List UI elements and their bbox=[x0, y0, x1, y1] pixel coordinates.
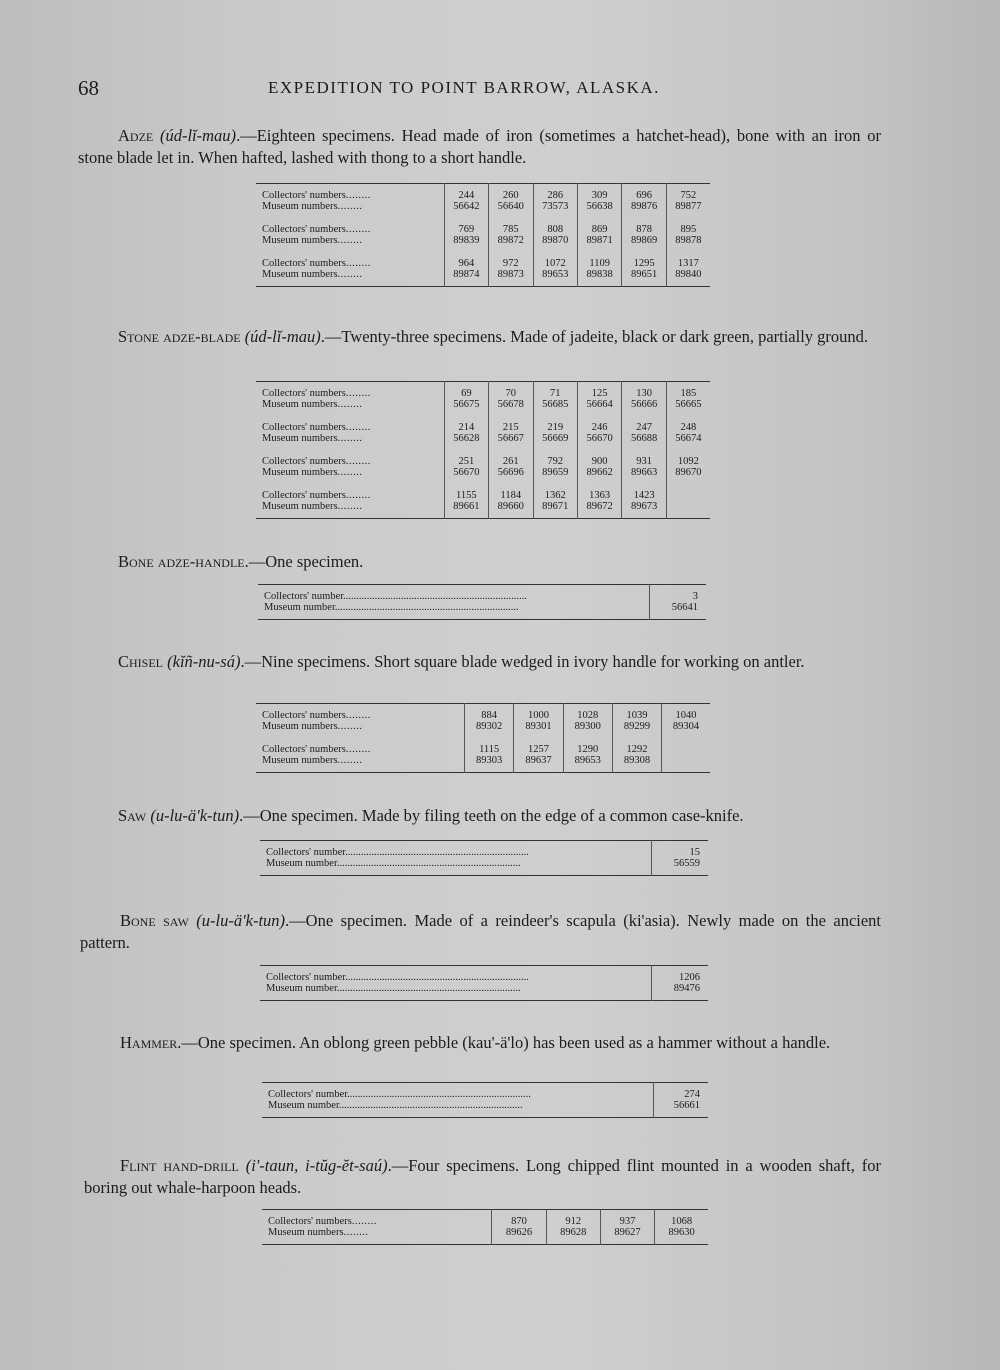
collectors-number-cell: 247 bbox=[622, 416, 666, 433]
entry-bone-adze-handle bbox=[78, 551, 881, 573]
row-label: Collectors' number bbox=[266, 972, 346, 983]
collectors-number-cell: 964 bbox=[444, 252, 488, 269]
entry-chisel bbox=[78, 651, 881, 673]
entry-name: Hammer bbox=[120, 1033, 178, 1052]
table-row bbox=[256, 484, 710, 501]
collectors-number-cell: 1155 bbox=[444, 484, 488, 501]
museum-number-label bbox=[258, 602, 650, 620]
entry-term: (úd-lĭ-mau) bbox=[159, 126, 237, 145]
museum-number-cell: 56559 bbox=[652, 858, 709, 876]
museum-number-cell: 56674 bbox=[666, 433, 710, 450]
museum-number-label bbox=[260, 858, 652, 876]
museum-numbers-label bbox=[256, 467, 444, 484]
museum-numbers-label bbox=[256, 235, 444, 252]
table-row bbox=[256, 721, 710, 738]
leader-dots: ...................................................................... bbox=[334, 602, 519, 613]
leader-dots: ........ bbox=[337, 467, 363, 478]
entry-flint-hand-drill bbox=[84, 1155, 881, 1199]
museum-numbers-label bbox=[256, 721, 465, 738]
collectors-number-cell: 248 bbox=[666, 416, 710, 433]
row-label: Collectors' numbers bbox=[262, 224, 346, 235]
collectors-number-cell: 752 bbox=[666, 184, 710, 202]
museum-number-cell: 89673 bbox=[622, 501, 666, 519]
collectors-number-cell: 260 bbox=[489, 184, 533, 202]
museum-number-cell: 56696 bbox=[489, 467, 533, 484]
museum-number-cell: 56675 bbox=[444, 399, 488, 416]
museum-number-cell: 89628 bbox=[546, 1227, 600, 1245]
collectors-number-cell: 1292 bbox=[612, 738, 661, 755]
table-row bbox=[260, 983, 708, 1001]
row-label: Collectors' numbers bbox=[268, 1216, 352, 1227]
museum-number-cell: 89301 bbox=[514, 721, 563, 738]
collectors-number-label bbox=[260, 841, 652, 859]
entry-hammer bbox=[84, 1032, 881, 1054]
leader-dots: ...................................................................... bbox=[345, 972, 529, 983]
collectors-number-cell: 125 bbox=[577, 382, 621, 400]
entry-name: Chisel bbox=[118, 652, 164, 671]
table-row bbox=[256, 738, 710, 755]
entry-text: .—Twenty-three specimens. Made of jadeite, black or dark green, partially ground. bbox=[320, 327, 869, 346]
museum-number-cell: 89878 bbox=[666, 235, 710, 252]
specimen-table-adze bbox=[256, 183, 710, 287]
leader-dots: ........ bbox=[345, 388, 371, 399]
museum-number-cell: 89869 bbox=[622, 235, 666, 252]
collectors-number-cell: 1109 bbox=[577, 252, 621, 269]
collectors-numbers-label bbox=[256, 416, 444, 433]
leader-dots: ........ bbox=[345, 224, 371, 235]
table-row bbox=[256, 755, 710, 773]
entry-term: (kĭñ-nu-sá) bbox=[167, 652, 241, 671]
museum-number-cell: 89671 bbox=[533, 501, 577, 519]
specimen-table-stone-adze-blade bbox=[256, 381, 710, 519]
row-label: Museum number bbox=[264, 602, 335, 613]
museum-number-cell: 89872 bbox=[489, 235, 533, 252]
museum-number-cell: 56688 bbox=[622, 433, 666, 450]
collectors-number-cell: 309 bbox=[577, 184, 621, 202]
museum-number-cell: 89871 bbox=[577, 235, 621, 252]
table-row bbox=[256, 382, 710, 400]
row-label: Collectors' number bbox=[268, 1089, 348, 1100]
leader-dots: ...................................................................... bbox=[338, 1100, 523, 1111]
collectors-number-cell: 130 bbox=[622, 382, 666, 400]
leader-dots: ........ bbox=[337, 721, 363, 732]
leader-dots: ........ bbox=[345, 456, 371, 467]
museum-number-label bbox=[262, 1100, 654, 1118]
entry-name: Stone adze-blade bbox=[118, 327, 241, 346]
collectors-numbers-label bbox=[256, 184, 444, 202]
table-row bbox=[256, 201, 710, 218]
collectors-number-cell: 1206 bbox=[652, 966, 709, 984]
specimen-table-bone-adze-handle bbox=[258, 584, 706, 620]
collectors-number-cell: 1072 bbox=[533, 252, 577, 269]
leader-dots: ...................................................................... bbox=[336, 983, 521, 994]
museum-number-cell bbox=[662, 755, 710, 773]
museum-number-cell: 89672 bbox=[577, 501, 621, 519]
collectors-number-cell: 246 bbox=[577, 416, 621, 433]
museum-number-cell: 89627 bbox=[600, 1227, 654, 1245]
collectors-number-cell: 185 bbox=[666, 382, 710, 400]
museum-number-cell: 89877 bbox=[666, 201, 710, 218]
museum-number-cell: 89839 bbox=[444, 235, 488, 252]
collectors-numbers-label bbox=[256, 484, 444, 501]
running-head: EXPEDITION TO POINT BARROW, ALASKA. bbox=[268, 78, 660, 97]
table-row bbox=[256, 218, 710, 235]
entry-term: (i'-taun, i-tŭg-ĕt-saú) bbox=[245, 1156, 388, 1175]
entry-text: .—One specimen. Made of a reindeer's scapula (ki'asia). Newly made on the ancient pattern. bbox=[80, 911, 882, 952]
collectors-number-cell bbox=[662, 738, 710, 755]
leader-dots: ...................................................................... bbox=[347, 1089, 531, 1100]
leader-dots: ........ bbox=[337, 501, 363, 512]
specimen-table-saw bbox=[260, 840, 708, 876]
entry-term: (úd-lĭ-mau) bbox=[244, 327, 321, 346]
row-label: Collectors' numbers bbox=[262, 456, 346, 467]
leader-dots: ........ bbox=[337, 399, 363, 410]
leader-dots: ........ bbox=[345, 490, 371, 501]
collectors-number-cell: 937 bbox=[600, 1210, 654, 1228]
row-label: Museum number bbox=[266, 983, 337, 994]
collectors-numbers-label bbox=[256, 704, 465, 722]
table-row bbox=[260, 966, 708, 984]
specimen-table-bone-saw bbox=[260, 965, 708, 1001]
row-label: Museum numbers bbox=[262, 721, 338, 732]
row-label: Collectors' numbers bbox=[262, 388, 346, 399]
museum-numbers-label bbox=[256, 755, 465, 773]
collectors-number-cell: 1000 bbox=[514, 704, 563, 722]
museum-number-cell: 56628 bbox=[444, 433, 488, 450]
museum-number-cell: 89876 bbox=[622, 201, 666, 218]
museum-number-cell: 89303 bbox=[465, 755, 514, 773]
leader-dots: ........ bbox=[345, 710, 371, 721]
museum-number-cell: 56641 bbox=[650, 602, 707, 620]
museum-number-cell: 56667 bbox=[489, 433, 533, 450]
collectors-number-cell: 878 bbox=[622, 218, 666, 235]
museum-number-cell: 89476 bbox=[652, 983, 709, 1001]
table-row bbox=[256, 269, 710, 287]
collectors-number-label bbox=[258, 585, 650, 603]
collectors-number-cell: 70 bbox=[489, 382, 533, 400]
leader-dots: ........ bbox=[345, 258, 371, 269]
collectors-number-cell: 870 bbox=[492, 1210, 546, 1228]
table-row bbox=[256, 704, 710, 722]
museum-number-cell: 89661 bbox=[444, 501, 488, 519]
collectors-number-cell: 244 bbox=[444, 184, 488, 202]
row-label: Museum number bbox=[266, 858, 337, 869]
collectors-numbers-label bbox=[256, 738, 465, 755]
entry-text: .—One specimen. Made by filing teeth on the edge of a common case-knife. bbox=[239, 806, 744, 825]
museum-number-cell: 56642 bbox=[444, 201, 488, 218]
collectors-numbers-label bbox=[256, 252, 444, 269]
museum-number-cell: 56665 bbox=[666, 399, 710, 416]
collectors-number-cell: 215 bbox=[489, 416, 533, 433]
table-row bbox=[256, 184, 710, 202]
table-row bbox=[256, 433, 710, 450]
collectors-number-cell: 696 bbox=[622, 184, 666, 202]
museum-number-cell: 89653 bbox=[533, 269, 577, 287]
collectors-number-cell: 251 bbox=[444, 450, 488, 467]
specimen-table-chisel bbox=[256, 703, 710, 773]
collectors-number-cell: 895 bbox=[666, 218, 710, 235]
leader-dots: ........ bbox=[343, 1227, 369, 1238]
entry-term: (u-lu-ä'k-tun) bbox=[196, 911, 286, 930]
museum-number-cell: 89653 bbox=[563, 755, 612, 773]
collectors-number-cell: 1423 bbox=[622, 484, 666, 501]
collectors-number-cell: 274 bbox=[654, 1083, 709, 1101]
collectors-numbers-label bbox=[256, 450, 444, 467]
row-label: Museum numbers bbox=[262, 399, 338, 410]
collectors-number-cell: 1317 bbox=[666, 252, 710, 269]
collectors-number-cell: 1257 bbox=[514, 738, 563, 755]
collectors-numbers-label bbox=[256, 382, 444, 400]
museum-numbers-label bbox=[256, 501, 444, 519]
table-row bbox=[258, 602, 706, 620]
collectors-number-cell: 219 bbox=[533, 416, 577, 433]
leader-dots: ...................................................................... bbox=[345, 847, 529, 858]
row-label: Museum numbers bbox=[268, 1227, 344, 1238]
collectors-number-cell: 1040 bbox=[662, 704, 710, 722]
museum-number-cell: 89670 bbox=[666, 467, 710, 484]
museum-numbers-label bbox=[256, 269, 444, 287]
row-label: Collectors' numbers bbox=[262, 710, 346, 721]
museum-number-cell: 56670 bbox=[444, 467, 488, 484]
collectors-numbers-label bbox=[262, 1210, 492, 1228]
leader-dots: ........ bbox=[337, 755, 363, 766]
entry-text: .—One specimen. An oblong green pebble (kau'-ä'lo) has been used as a hammer without a handle. bbox=[177, 1033, 831, 1052]
leader-dots: ........ bbox=[351, 1216, 377, 1227]
museum-number-cell: 89874 bbox=[444, 269, 488, 287]
museum-number-cell: 89626 bbox=[492, 1227, 546, 1245]
museum-number-cell: 56640 bbox=[489, 201, 533, 218]
collectors-number-cell: 1028 bbox=[563, 704, 612, 722]
entry-term: (u-lu-ä'k-tun) bbox=[150, 806, 240, 825]
leader-dots: ...................................................................... bbox=[336, 858, 521, 869]
museum-number-cell: 56678 bbox=[489, 399, 533, 416]
museum-number-cell: 89308 bbox=[612, 755, 661, 773]
collectors-number-cell: 1362 bbox=[533, 484, 577, 501]
row-label: Museum numbers bbox=[262, 755, 338, 766]
collectors-number-cell: 769 bbox=[444, 218, 488, 235]
museum-numbers-label bbox=[262, 1227, 492, 1245]
table-row bbox=[256, 450, 710, 467]
row-label: Collectors' numbers bbox=[262, 744, 346, 755]
collectors-number-cell: 1290 bbox=[563, 738, 612, 755]
collectors-number-cell: 931 bbox=[622, 450, 666, 467]
collectors-number-cell: 869 bbox=[577, 218, 621, 235]
museum-number-cell: 56669 bbox=[533, 433, 577, 450]
leader-dots: ........ bbox=[345, 744, 371, 755]
row-label: Museum numbers bbox=[262, 501, 338, 512]
museum-number-cell: 89840 bbox=[666, 269, 710, 287]
row-label: Museum numbers bbox=[262, 269, 338, 280]
museum-number-cell: 89662 bbox=[577, 467, 621, 484]
museum-number-cell: 89299 bbox=[612, 721, 661, 738]
table-row bbox=[262, 1083, 708, 1101]
table-row bbox=[262, 1227, 708, 1245]
collectors-number-cell: 15 bbox=[652, 841, 709, 859]
page-number: 68 bbox=[78, 76, 99, 100]
leader-dots: ........ bbox=[337, 235, 363, 246]
leader-dots: ........ bbox=[337, 201, 363, 212]
museum-number-label bbox=[260, 983, 652, 1001]
collectors-number-cell: 1184 bbox=[489, 484, 533, 501]
museum-number-cell: 73573 bbox=[533, 201, 577, 218]
table-row bbox=[260, 858, 708, 876]
entry-name: Flint hand-drill bbox=[120, 1156, 239, 1175]
table-row bbox=[258, 585, 706, 603]
collectors-number-cell: 972 bbox=[489, 252, 533, 269]
museum-number-cell: 89300 bbox=[563, 721, 612, 738]
collectors-number-cell: 912 bbox=[546, 1210, 600, 1228]
museum-number-cell: 89873 bbox=[489, 269, 533, 287]
museum-number-cell: 89651 bbox=[622, 269, 666, 287]
museum-number-cell: 89659 bbox=[533, 467, 577, 484]
row-label: Museum numbers bbox=[262, 467, 338, 478]
entry-name: Adze bbox=[118, 126, 154, 145]
museum-numbers-label bbox=[256, 399, 444, 416]
entry-text: .—Four specimens. Long chipped flint mounted in a wooden shaft, for boring out whale-harpoon heads. bbox=[84, 1156, 881, 1197]
museum-number-cell: 56664 bbox=[577, 399, 621, 416]
museum-number-cell: 89304 bbox=[662, 721, 710, 738]
table-row bbox=[256, 235, 710, 252]
collectors-number-cell: 286 bbox=[533, 184, 577, 202]
specimen-table-flint-hand-drill bbox=[262, 1209, 708, 1245]
entry-text: .—Eighteen specimens. Head made of iron (sometimes a hatchet-head), bone with an iron or stone blade let in. When hafted, lashed with thong to a short handle. bbox=[78, 126, 882, 167]
table-row bbox=[256, 416, 710, 433]
leader-dots: ...................................................................... bbox=[343, 591, 527, 602]
collectors-number-cell: 1068 bbox=[655, 1210, 708, 1228]
museum-numbers-label bbox=[256, 433, 444, 450]
museum-number-cell: 89870 bbox=[533, 235, 577, 252]
leader-dots: ........ bbox=[337, 269, 363, 280]
collectors-number-cell: 71 bbox=[533, 382, 577, 400]
entry-name: Saw bbox=[118, 806, 147, 825]
row-label: Collectors' numbers bbox=[262, 258, 346, 269]
collectors-number-cell: 261 bbox=[489, 450, 533, 467]
row-label: Collectors' number bbox=[266, 847, 346, 858]
table-row bbox=[256, 467, 710, 484]
specimen-table-hammer bbox=[262, 1082, 708, 1118]
entry-saw bbox=[78, 805, 881, 827]
collectors-number-cell: 1039 bbox=[612, 704, 661, 722]
entry-text: .—One specimen. bbox=[244, 552, 364, 571]
museum-number-cell bbox=[666, 501, 710, 519]
table-row bbox=[256, 399, 710, 416]
leader-dots: ........ bbox=[345, 190, 371, 201]
row-label: Collectors' numbers bbox=[262, 190, 346, 201]
row-label: Museum number bbox=[268, 1100, 339, 1111]
collectors-number-cell: 792 bbox=[533, 450, 577, 467]
collectors-number-label bbox=[260, 966, 652, 984]
collectors-number-cell: 900 bbox=[577, 450, 621, 467]
collectors-number-cell: 884 bbox=[465, 704, 514, 722]
museum-number-cell: 89637 bbox=[514, 755, 563, 773]
entry-text: .—Nine specimens. Short square blade wedged in ivory handle for working on antler. bbox=[240, 652, 805, 671]
collectors-number-cell bbox=[666, 484, 710, 501]
leader-dots: ........ bbox=[337, 433, 363, 444]
museum-numbers-label bbox=[256, 201, 444, 218]
museum-number-cell: 56670 bbox=[577, 433, 621, 450]
collectors-number-cell: 3 bbox=[650, 585, 707, 603]
museum-number-cell: 56661 bbox=[654, 1100, 709, 1118]
entry-name: Bone saw bbox=[120, 911, 189, 930]
collectors-number-cell: 69 bbox=[444, 382, 488, 400]
table-row bbox=[256, 252, 710, 269]
table-row bbox=[260, 841, 708, 859]
collectors-number-cell: 1363 bbox=[577, 484, 621, 501]
entry-name: Bone adze-handle bbox=[118, 552, 245, 571]
table-row bbox=[256, 501, 710, 519]
row-label: Museum numbers bbox=[262, 433, 338, 444]
page-header bbox=[78, 76, 878, 102]
leader-dots: ........ bbox=[345, 422, 371, 433]
collectors-number-cell: 808 bbox=[533, 218, 577, 235]
museum-number-cell: 56685 bbox=[533, 399, 577, 416]
collectors-number-cell: 785 bbox=[489, 218, 533, 235]
table-row bbox=[262, 1100, 708, 1118]
collectors-number-cell: 1115 bbox=[465, 738, 514, 755]
row-label: Museum numbers bbox=[262, 235, 338, 246]
museum-number-cell: 56666 bbox=[622, 399, 666, 416]
entry-stone-adze-blade bbox=[78, 326, 881, 348]
row-label: Collectors' numbers bbox=[262, 422, 346, 433]
museum-number-cell: 89302 bbox=[465, 721, 514, 738]
collectors-numbers-label bbox=[256, 218, 444, 235]
collectors-number-label bbox=[262, 1083, 654, 1101]
museum-number-cell: 89663 bbox=[622, 467, 666, 484]
row-label: Museum numbers bbox=[262, 201, 338, 212]
museum-number-cell: 89838 bbox=[577, 269, 621, 287]
row-label: Collectors' numbers bbox=[262, 490, 346, 501]
row-label: Collectors' number bbox=[264, 591, 344, 602]
table-row bbox=[262, 1210, 708, 1228]
museum-number-cell: 56638 bbox=[577, 201, 621, 218]
museum-number-cell: 89660 bbox=[489, 501, 533, 519]
entry-adze bbox=[78, 125, 881, 169]
collectors-number-cell: 1092 bbox=[666, 450, 710, 467]
museum-number-cell: 89630 bbox=[655, 1227, 708, 1245]
entry-bone-saw bbox=[80, 910, 881, 954]
collectors-number-cell: 214 bbox=[444, 416, 488, 433]
collectors-number-cell: 1295 bbox=[622, 252, 666, 269]
